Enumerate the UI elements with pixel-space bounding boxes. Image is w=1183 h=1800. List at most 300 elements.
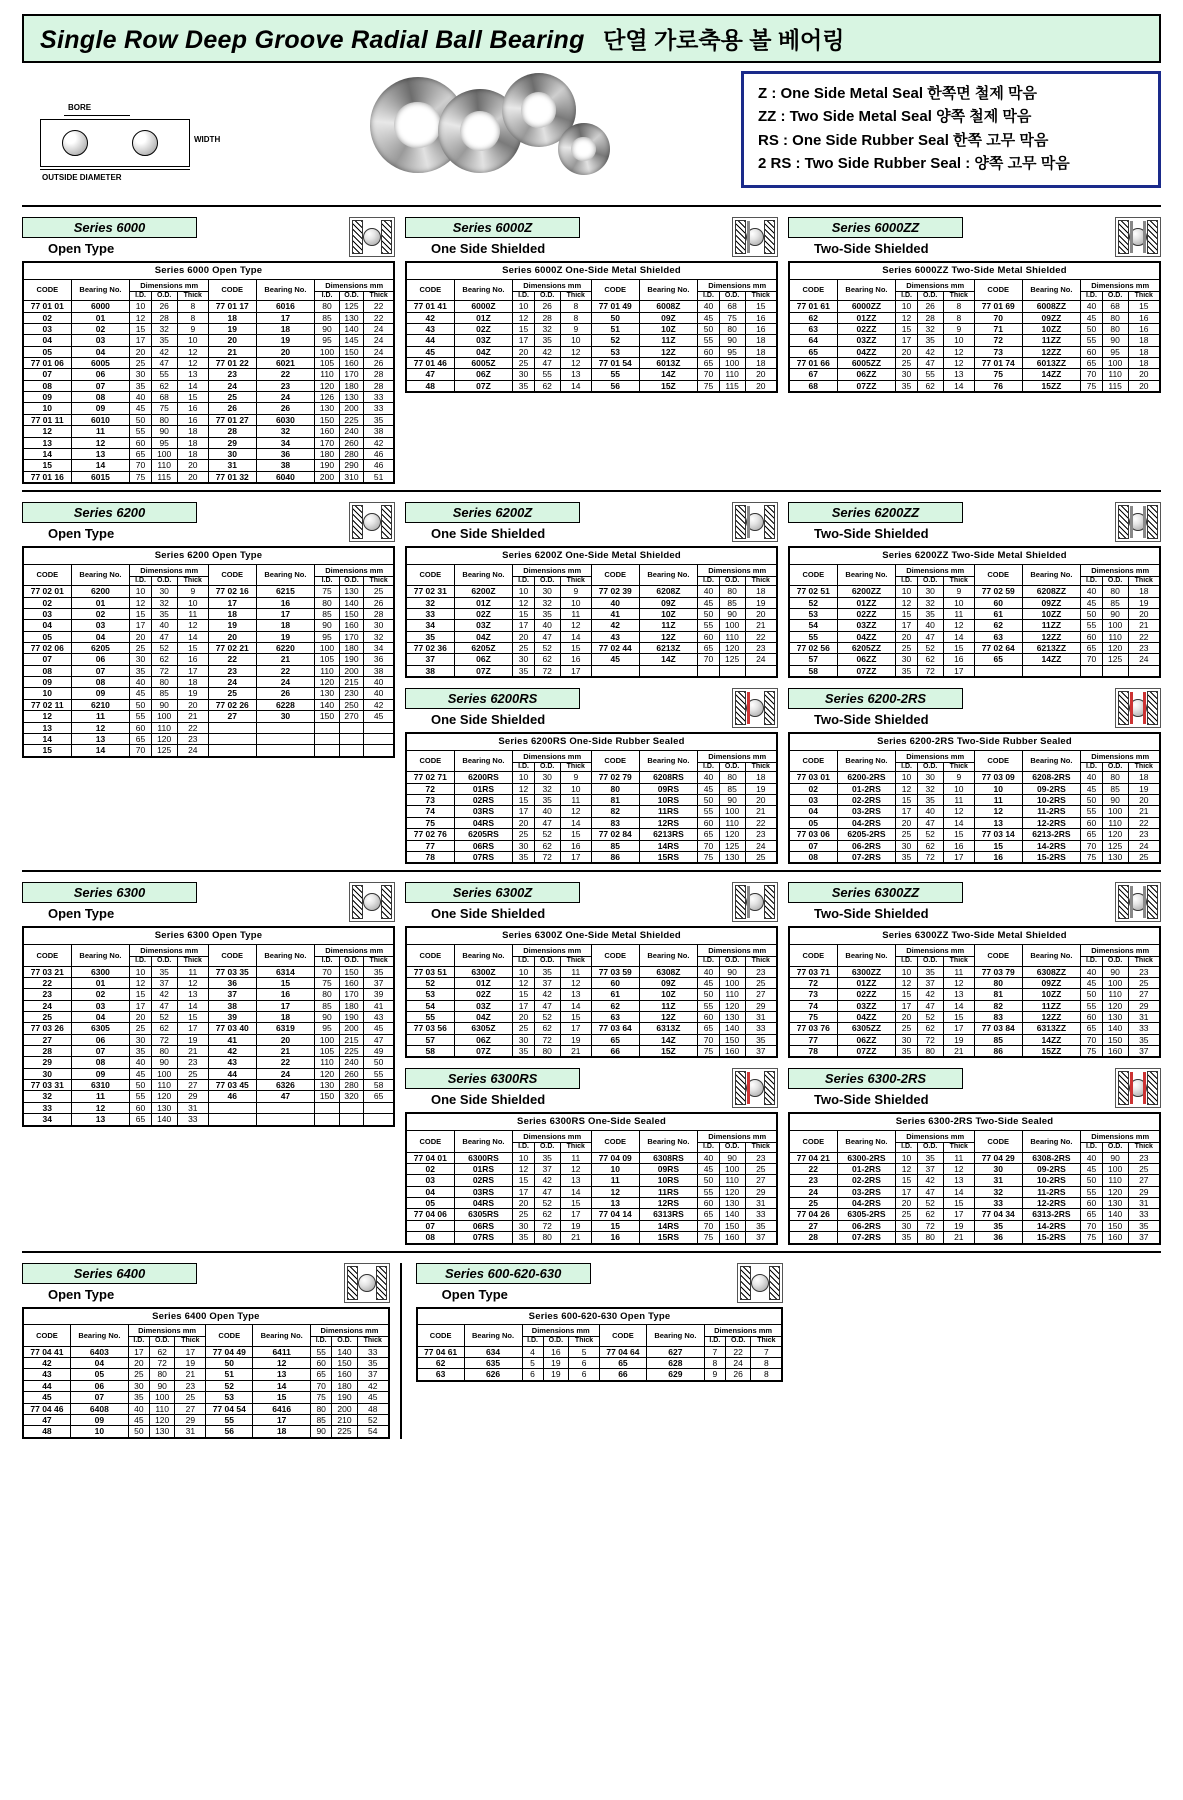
cell-id: 70 [1081,369,1102,380]
cell-id: 40 [698,586,719,597]
cell-code: 08 [407,1232,455,1243]
empty-cell [315,733,339,744]
cell-thick: 37 [364,977,394,988]
cell-od: 200 [339,665,364,676]
cell-code: 08 [790,851,838,862]
table-row [407,1220,777,1231]
cell-id: 55 [1081,1186,1102,1197]
cell-id: 20 [896,1011,917,1022]
column-3 [788,882,1161,1244]
cell-id: 130 [315,688,339,699]
th-code: CODE [599,1325,646,1347]
outside-diameter-label: OUTSIDE DIAMETER [42,173,122,182]
cell-id: 80 [315,989,339,1000]
cell-code: 77 03 26 [24,1023,72,1034]
th-dimensions: Dimensions mm [1081,944,1160,956]
series-table-6200-2RS [789,733,1160,863]
cell-code: 10 [24,688,72,699]
cell-code: 76 [974,380,1022,391]
cell-id: 15 [896,1175,917,1186]
cell-id: 70 [1081,1034,1102,1045]
cell-od: 150 [1102,1220,1128,1231]
th-id: I.D. [1081,956,1102,966]
cell-thick: 33 [364,392,394,403]
cell-od: 130 [719,1198,745,1209]
cell-code: 77 01 16 [24,471,72,482]
cell-bearing-no: 10-2RS [1022,795,1081,806]
series-block-6300ZZ [788,882,1161,1058]
cell-bearing-no: 04RS [454,1198,513,1209]
cell-code: 23 [208,665,256,676]
cell-bearing-no: 09ZZ [1022,312,1081,323]
cell-thick: 22 [1128,631,1159,642]
cell-od: 55 [151,369,177,380]
cell-code: 77 03 35 [208,966,256,977]
cell-thick: 18 [745,346,776,357]
cell-thick: 20 [177,460,208,471]
cell-id: 160 [315,426,339,437]
cell-od: 90 [719,608,745,619]
cell-code: 43 [208,1057,256,1068]
th-bearing-no: Bearing No. [639,750,698,772]
cell-od: 180 [339,1000,364,1011]
cell-thick: 17 [560,1209,591,1220]
cell-bearing-no: 6210 [71,699,130,710]
cell-code: 52 [790,597,838,608]
cell-bearing-no: 07ZZ [837,665,896,676]
cell-bearing-no: 13 [71,733,130,744]
cell-bearing-no: 02 [71,989,130,1000]
cell-od: 170 [339,369,364,380]
cell-id: 95 [315,631,339,642]
th-bearing-no: Bearing No. [639,1130,698,1152]
cell-code: 40 [591,597,639,608]
cell-od: 62 [534,840,560,851]
cell-code: 47 [24,1414,71,1425]
cell-thick: 16 [1128,312,1159,323]
cell-od: 160 [339,358,364,369]
cell-id: 80 [315,597,339,608]
cell-thick: 17 [560,851,591,862]
cell-id: 65 [1081,358,1102,369]
cell-id: 30 [128,1380,149,1391]
cell-id: 110 [315,369,339,380]
cell-bearing-no: 6205-2RS [837,829,896,840]
cell-od: 80 [719,772,745,783]
cell-bearing-no: 01ZZ [837,597,896,608]
th-bearing-no: Bearing No. [71,279,130,301]
cell-code: 42 [208,1046,256,1057]
cell-code: 07 [24,369,72,380]
cell-bearing-no: 24 [256,392,315,403]
th-id: I.D. [698,956,719,966]
cell-id: 25 [896,643,917,654]
cell-thick: 17 [177,665,208,676]
cell-od: 42 [917,1175,943,1186]
empty-cell [1081,665,1102,676]
cell-od: 28 [534,312,560,323]
table-row [407,654,777,665]
cell-code: 77 02 71 [407,772,455,783]
cell-bearing-no: 6300Z [454,966,513,977]
cell-od: 19 [543,1369,569,1380]
cell-od: 80 [534,1046,560,1057]
cell-od: 72 [917,665,943,676]
cell-bearing-no: 09-2RS [1022,783,1081,794]
cell-thick: 35 [364,966,394,977]
cell-od: 62 [151,380,177,391]
cell-id: 75 [1081,1046,1102,1057]
th-od: O.D. [151,291,177,301]
cell-code: 07 [790,840,838,851]
cell-id: 100 [315,346,339,357]
th-dimensions: Dimensions mm [311,1325,389,1337]
th-id: I.D. [1081,576,1102,586]
cell-od: 47 [917,1000,943,1011]
cell-bearing-no: 6010 [71,414,130,425]
cell-bearing-no: 21 [256,654,315,665]
cell-bearing-no: 03ZZ [837,620,896,631]
cell-od: 215 [339,1034,364,1045]
cell-bearing-no: 09RS [639,1163,698,1174]
cell-od: 80 [149,1369,175,1380]
cell-thick: 16 [745,323,776,334]
empty-cell [208,1102,256,1113]
cell-thick: 13 [560,1175,591,1186]
cell-thick: 12 [177,358,208,369]
table-row [24,1114,394,1125]
th-od: O.D. [1102,1143,1128,1153]
cell-id: 10 [513,1152,534,1163]
cell-code: 54 [790,620,838,631]
empty-cell [719,665,745,676]
cell-bearing-no: 6326 [256,1080,315,1091]
cell-id: 30 [513,840,534,851]
series-title: Series 6200-2RS [788,688,963,709]
cell-thick: 20 [1128,380,1159,391]
cell-id: 60 [1081,1011,1102,1022]
cell-code: 77 01 54 [591,358,639,369]
cell-od: 24 [725,1358,751,1369]
cell-code: 35 [974,1220,1022,1231]
table-caption: Series 6400 Open Type [24,1308,389,1325]
cell-bearing-no: 18 [256,1011,315,1022]
cell-code: 24 [24,1000,72,1011]
table-row [24,688,394,699]
cell-id: 50 [698,989,719,1000]
cell-thick: 19 [560,1220,591,1231]
cell-code: 77 02 26 [208,699,256,710]
series-subtitle: Open Type [441,1286,508,1302]
cell-bearing-no: 6300ZZ [837,966,896,977]
cell-od: 160 [1102,1232,1128,1243]
cell-code: 72 [974,335,1022,346]
table-caption: Series 6000ZZ Two-Side Metal Shielded [790,263,1160,280]
empty-cell [364,722,394,733]
cell-code: 74 [407,806,455,817]
cell-od: 100 [1102,358,1128,369]
bearing-photo-icon [558,123,610,175]
cell-code: 16 [591,1232,639,1243]
table-row [407,608,777,619]
cell-thick: 23 [175,1380,206,1391]
cell-code: 17 [208,597,256,608]
column-1 [22,502,395,864]
cell-bearing-no: 06Z [454,1034,513,1045]
cell-thick: 17 [943,1209,974,1220]
cell-bearing-no: 6008Z [639,301,698,312]
cell-od: 150 [719,1034,745,1045]
cell-id: 20 [130,346,151,357]
cell-bearing-no: 11Z [639,1000,698,1011]
cell-od: 35 [534,966,560,977]
th-id: I.D. [1081,291,1102,301]
cell-od: 110 [1102,989,1128,1000]
table-row [407,1046,777,1057]
cell-od: 72 [534,1034,560,1045]
cell-bearing-no: 03ZZ [837,1000,896,1011]
inner-race-icon [764,220,775,254]
cell-bearing-no: 03RS [454,1186,513,1197]
cell-id: 15 [896,989,917,1000]
table-row [790,1220,1160,1231]
cell-code: 14 [24,448,72,459]
cell-code: 32 [407,597,455,608]
series-header [416,1263,784,1303]
series-table-wrap [22,1307,390,1439]
cell-code: 14 [24,733,72,744]
cell-code: 77 02 31 [407,586,455,597]
cell-code: 60 [974,597,1022,608]
table-row [790,783,1160,794]
cell-bearing-no: 20 [256,346,315,357]
cell-code: 04 [407,1186,455,1197]
cell-code: 61 [591,989,639,1000]
cell-id: 50 [698,608,719,619]
cell-code: 55 [591,369,639,380]
cell-od: 270 [339,711,364,722]
th-od: O.D. [151,956,177,966]
cell-code: 45 [407,346,455,357]
cell-bearing-no: 14 [71,745,130,756]
cell-bearing-no: 06ZZ [837,369,896,380]
cell-bearing-no: 12 [71,1102,130,1113]
series-table-wrap [22,926,395,1126]
cell-code: 77 04 49 [206,1346,253,1357]
cell-thick: 14 [177,631,208,642]
cell-thick: 22 [177,722,208,733]
cell-bearing-no: 01ZZ [837,977,896,988]
th-code: CODE [790,1130,838,1152]
cell-code: 18 [208,312,256,323]
th-od: O.D. [534,956,560,966]
cell-thick: 48 [357,1403,388,1414]
cell-thick: 20 [1128,608,1159,619]
cell-id: 10 [896,772,917,783]
cell-code: 67 [790,369,838,380]
cell-thick: 35 [1128,1034,1159,1045]
cell-od: 85 [719,783,745,794]
cell-bearing-no: 20 [256,1034,315,1045]
cell-od: 90 [1102,608,1128,619]
cell-code: 77 02 11 [24,699,72,710]
table-row [24,631,394,642]
th-thick: Thick [1128,956,1159,966]
cell-od: 120 [719,643,745,654]
cell-od: 90 [1102,335,1128,346]
table-row [407,1209,777,1220]
cell-bearing-no: 15RS [639,851,698,862]
cell-bearing-no: 03-2RS [837,806,896,817]
cell-bearing-no: 36 [256,448,315,459]
cell-od: 120 [1102,1000,1128,1011]
cell-bearing-no: 6403 [70,1346,128,1357]
th-od: O.D. [1102,291,1128,301]
cell-od: 22 [725,1346,751,1357]
cell-bearing-no: 12ZZ [1022,631,1081,642]
cell-thick: 12 [943,806,974,817]
cell-thick: 15 [745,301,776,312]
cell-code: 77 04 64 [599,1346,646,1357]
metal-seal-icon [1143,506,1146,538]
cell-thick: 24 [1128,654,1159,665]
cell-thick: 21 [745,806,776,817]
empty-cell [364,1114,394,1125]
th-bearing-no: Bearing No. [71,564,130,586]
cell-code: 77 03 71 [790,966,838,977]
cell-od: 28 [151,312,177,323]
series-table-6300RS [406,1113,777,1243]
cell-id: 65 [1081,643,1102,654]
table-row [790,1046,1160,1057]
cell-thick: 23 [745,643,776,654]
cell-od: 160 [339,977,364,988]
cell-thick: 20 [745,380,776,391]
th-dimensions: Dimensions mm [513,279,592,291]
cell-code: 77 04 09 [591,1152,639,1163]
cell-code: 15 [24,460,72,471]
cell-thick: 12 [560,806,591,817]
cell-thick: 19 [175,1358,206,1369]
table-row [24,403,394,414]
cell-thick: 18 [745,772,776,783]
cell-thick: 15 [943,1198,974,1209]
metal-seal-icon [1130,886,1133,918]
empty-cell [745,665,776,676]
cell-bearing-no: 6305RS [454,1209,513,1220]
cell-id: 65 [130,1114,151,1125]
empty-cell [339,1102,364,1113]
cell-thick: 18 [1128,358,1159,369]
series-table-wrap [22,261,395,484]
cell-bearing-no: 6300RS [454,1152,513,1163]
table-row [407,301,777,312]
table-row [790,597,1160,608]
cell-id: 60 [1081,1198,1102,1209]
th-id: I.D. [513,576,534,586]
cell-od: 55 [534,369,560,380]
cell-id: 20 [513,817,534,828]
cell-od: 35 [151,335,177,346]
cell-id: 10 [513,966,534,977]
th-od: O.D. [1102,762,1128,772]
table-row [407,989,777,1000]
cell-od: 52 [534,1011,560,1022]
cell-code: 61 [974,608,1022,619]
cell-code: 77 04 06 [407,1209,455,1220]
cell-od: 32 [917,783,943,794]
series-title: Series 6200 [22,502,197,523]
cell-od: 290 [339,460,364,471]
cell-code: 54 [407,1000,455,1011]
cell-thick: 23 [1128,643,1159,654]
cell-od: 47 [151,358,177,369]
cell-thick: 22 [364,301,394,312]
cell-thick: 18 [177,437,208,448]
cell-od: 62 [534,1209,560,1220]
cell-bearing-no: 12RS [639,1198,698,1209]
cell-thick: 34 [364,643,394,654]
cell-bearing-no: 07Z [454,380,513,391]
cell-code: 28 [24,1046,72,1057]
cell-od: 160 [1102,1046,1128,1057]
cell-od: 320 [339,1091,364,1102]
table-row [407,369,777,380]
cell-code: 86 [974,1046,1022,1057]
cell-od: 130 [719,851,745,862]
cell-thick: 16 [177,403,208,414]
series-table-6200Z [406,547,777,677]
cell-code: 77 01 17 [208,301,256,312]
cell-od: 68 [151,392,177,403]
cell-bearing-no: 12 [253,1358,311,1369]
th-dimensions: Dimensions mm [698,750,777,762]
table-caption: Series 6300ZZ Two-Side Metal Shielded [790,928,1160,945]
series-table-wrap [405,926,778,1058]
th-dimensions: Dimensions mm [315,564,394,576]
cell-bearing-no: 22 [256,1057,315,1068]
cell-od: 90 [151,1057,177,1068]
outer-race-icon [352,220,363,254]
cell-od: 120 [719,1186,745,1197]
cell-bearing-no: 07Z [454,665,513,676]
cell-bearing-no: 6000ZZ [837,301,896,312]
cell-code: 28 [790,1232,838,1243]
cell-od: 80 [151,414,177,425]
table-row [24,643,394,654]
cell-bearing-no: 01Z [454,597,513,608]
th-dimensions: Dimensions mm [128,1325,205,1337]
cell-code: 12 [591,1186,639,1197]
table-row [24,414,394,425]
cell-id: 65 [698,1023,719,1034]
series-table-6200RS [406,733,777,863]
cell-code: 77 03 79 [974,966,1022,977]
th-id: I.D. [896,576,917,586]
cell-id: 55 [698,806,719,817]
table-row [790,346,1160,357]
cell-code: 56 [591,380,639,391]
cell-thick: 16 [943,840,974,851]
cell-thick: 14 [177,380,208,391]
cell-code: 15 [24,745,72,756]
cell-od: 120 [151,1091,177,1102]
cell-bearing-no: 14Z [639,654,698,665]
table-row [24,1057,394,1068]
cell-bearing-no: 03Z [454,1000,513,1011]
th-dimensions: Dimensions mm [896,944,975,956]
cell-thick: 16 [177,654,208,665]
